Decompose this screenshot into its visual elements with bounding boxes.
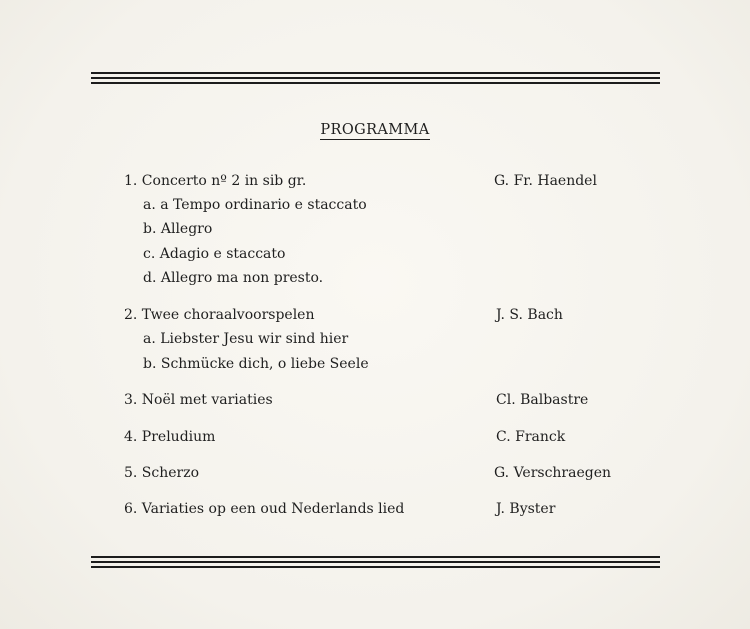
page-title [0,122,750,138]
composer-1: G. Fr. Haendel [494,173,597,189]
movement-1c: c. Adagio e staccato [143,246,286,262]
composer-4: C. Franck [496,429,566,445]
bottom-triple-rule [91,556,660,571]
program-item-1: 1. Concerto nº 2 in sib gr. [124,173,307,189]
top-triple-rule [91,72,660,87]
program-item-3: 3. Noël met variaties [124,392,273,408]
rule-line [91,556,660,558]
title-text: PROGRAMMA [320,122,430,138]
composer-2: J. S. Bach [496,307,563,323]
program-item-5: 5. Scherzo [124,465,200,481]
rule-line [91,561,660,563]
program-item-6: 6. Variaties op een oud Nederlands lied [124,501,405,517]
rule-line [91,72,660,74]
movement-1b: b. Allegro [143,221,213,237]
composer-5: G. Verschraegen [494,465,612,481]
rule-line [91,566,660,568]
composer-3: Cl. Balbastre [496,392,589,408]
movement-1a: a. a Tempo ordinario e staccato [143,197,367,213]
movement-2a: a. Liebster Jesu wir sind hier [143,331,349,347]
program-item-4: 4. Preludium [124,429,216,445]
program-item-2: 2. Twee choraalvoorspelen [124,307,315,323]
rule-line [91,82,660,84]
movement-2b: b. Schmücke dich, o liebe Seele [143,356,369,372]
movement-1d: d. Allegro ma non presto. [143,270,324,286]
rule-line [91,77,660,79]
composer-6: J. Byster [496,501,556,517]
